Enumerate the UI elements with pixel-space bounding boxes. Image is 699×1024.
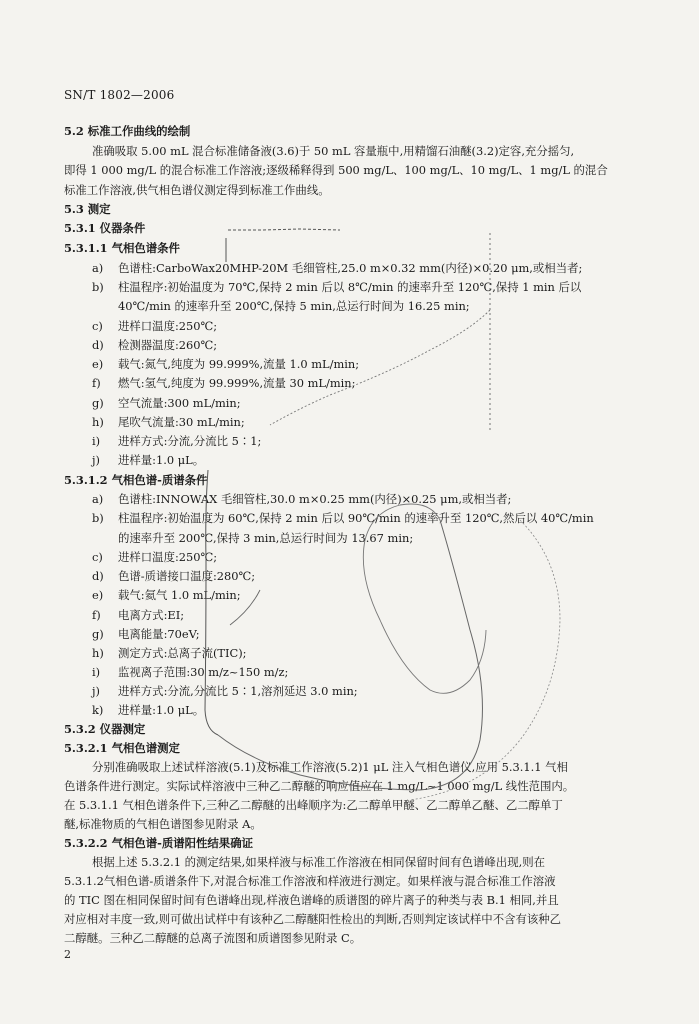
gcms-condition-item-continuation: 的速率升至 200℃,保持 3 min,总运行时间为 13.67 min; xyxy=(118,531,414,545)
section-5-3-2-2-paragraph-line: 二醇醚。三种乙二醇醚的总离子流图和质谱图参见附录 C。 xyxy=(64,931,362,945)
gc-condition-item: a) 色谱柱:CarboWax20MHP-20M 毛细管柱,25.0 m×0.32 mm(内径)×0.20 μm,或相当者; xyxy=(92,261,583,275)
gc-condition-item-continuation: 40℃/min 的速率升至 200℃,保持 5 min,总运行时间为 16.25 min; xyxy=(118,299,470,313)
section-5-3-2-2-paragraph-line: 对应相对丰度一致,则可做出试样中有该种乙二醇醚阳性检出的判断,否则判定该试样中不含有该种乙 xyxy=(64,912,562,926)
section-5-2-paragraph-line: 即得 1 000 mg/L 的混合标准工作溶液;逐级稀释得到 500 mg/L、100 mg/L、10 mg/L、1 mg/L 的混合 xyxy=(64,163,608,177)
section-5-3-title: 5.3 测定 xyxy=(64,202,111,216)
section-5-2-paragraph-line: 标准工作溶液,供气相色谱仪测定得到标准工作曲线。 xyxy=(64,183,330,197)
gc-condition-item: g) 空气流量:300 mL/min; xyxy=(92,396,241,410)
gcms-condition-item: i) 监视离子范围:30 m/z~150 m/z; xyxy=(92,665,289,679)
section-5-3-2-1-paragraph-line: 分别准确吸取上述试样溶液(5.1)及标准工作溶液(5.2)1 μL 注入气相色谱仪,应用 5.3.1.1 气相 xyxy=(92,760,568,774)
gc-condition-item: d) 检测器温度:260℃; xyxy=(92,338,218,352)
section-5-3-2-2-title: 5.3.2.2 气相色谱-质谱阳性结果确证 xyxy=(64,836,253,850)
gc-condition-item: c) 进样口温度:250℃; xyxy=(92,319,218,333)
gcms-condition-item: h) 测定方式:总离子流(TIC); xyxy=(92,646,247,660)
page-header-standard-number: SN/T 1802—2006 xyxy=(64,88,175,102)
gcms-condition-item: c) 进样口温度:250℃; xyxy=(92,550,218,564)
section-5-3-2-2-paragraph-line: 的 TIC 图在相同保留时间有色谱峰出现,样液色谱峰的质谱图的碎片离子的种类与表 B.1 相同,并且 xyxy=(64,893,559,907)
gc-condition-item: i) 进样方式:分流,分流比 5∶1; xyxy=(92,434,262,448)
section-5-3-2-1-paragraph-line: 色谱条件进行测定。实际试样溶液中三种乙二醇醚的响应值应在 1 mg/L~1 000 mg/L 线性范围内。 xyxy=(64,779,575,793)
gcms-condition-item: b) 柱温程序:初始温度为 60℃,保持 2 min 后以 90℃/min 的速率升至 120℃,然后以 40℃/min xyxy=(92,511,594,525)
gc-condition-item: b) 柱温程序:初始温度为 70℃,保持 2 min 后以 8℃/min 的速率升至 120℃,保持 1 min 后以 xyxy=(92,280,582,294)
section-5-3-2-2-paragraph-line: 5.3.1.2气相色谱-质谱条件下,对混合标准工作溶液和样液进行测定。如果样液与混合标准工作溶液 xyxy=(64,874,556,888)
section-5-3-1-1-title: 5.3.1.1 气相色谱条件 xyxy=(64,241,180,255)
section-5-3-2-1-title: 5.3.2.1 气相色谱测定 xyxy=(64,741,180,755)
section-5-2-paragraph-line: 准确吸取 5.00 mL 混合标准储备液(3.6)于 50 mL 容量瓶中,用精馏石油醚(3.2)定容,充分摇匀, xyxy=(92,144,575,158)
section-5-2-title: 5.2 标准工作曲线的绘制 xyxy=(64,124,191,138)
gcms-condition-item: f) 电离方式:EI; xyxy=(92,608,185,622)
gc-condition-item: f) 燃气:氢气,纯度为 99.999%,流量 30 mL/min; xyxy=(92,376,356,390)
section-5-3-1-2-title: 5.3.1.2 气相色谱-质谱条件 xyxy=(64,473,208,487)
gcms-condition-item: g) 电离能量:70eV; xyxy=(92,627,200,641)
section-5-3-1-title: 5.3.1 仪器条件 xyxy=(64,221,146,235)
section-5-3-2-1-paragraph-line: 醚,标准物质的气相色谱图参见附录 A。 xyxy=(64,817,262,831)
section-5-3-2-2-paragraph-line: 根据上述 5.3.2.1 的测定结果,如果样液与标准工作溶液在相同保留时间有色谱峰出现,则在 xyxy=(92,855,546,869)
gcms-condition-item: d) 色谱-质谱接口温度:280℃; xyxy=(92,569,256,583)
gc-condition-item: e) 载气:氮气,纯度为 99.999%,流量 1.0 mL/min; xyxy=(92,357,360,371)
gcms-condition-item: a) 色谱柱:INNOWAX 毛细管柱,30.0 m×0.25 mm(内径)×0.25 μm,或相当者; xyxy=(92,492,512,506)
gc-condition-item: j) 进样量:1.0 μL。 xyxy=(92,453,205,467)
gcms-condition-item: j) 进样方式:分流,分流比 5∶1,溶剂延迟 3.0 min; xyxy=(92,684,358,698)
section-5-3-2-title: 5.3.2 仪器测定 xyxy=(64,722,146,736)
gcms-condition-item: e) 载气:氦气 1.0 mL/min; xyxy=(92,588,241,602)
gcms-condition-item: k) 进样量:1.0 μL。 xyxy=(92,703,205,717)
gc-condition-item: h) 尾吹气流量:30 mL/min; xyxy=(92,415,245,429)
page-number: 2 xyxy=(64,948,71,961)
section-5-3-2-1-paragraph-line: 在 5.3.1.1 气相色谱条件下,三种乙二醇醚的出峰顺序为:乙二醇单甲醚、乙二醇单乙醚、乙二醇单丁 xyxy=(64,798,563,812)
